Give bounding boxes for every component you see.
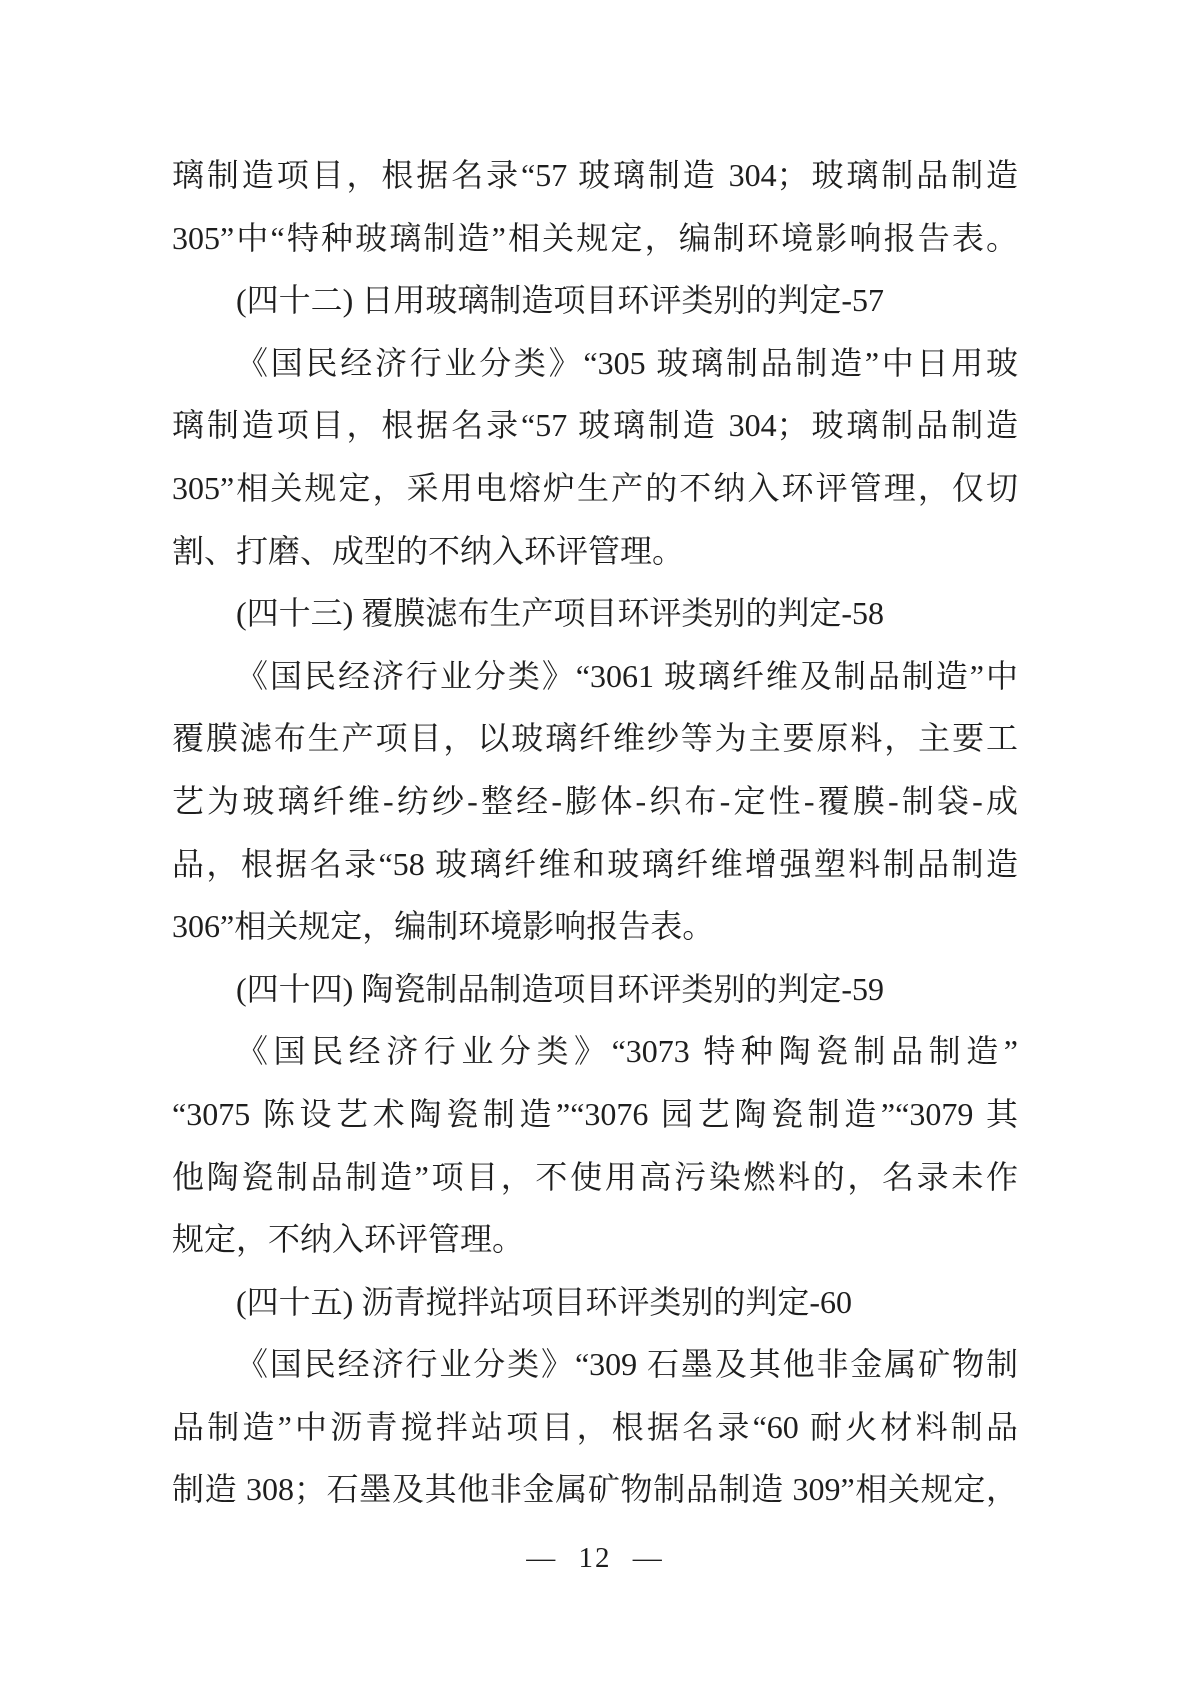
text-line: 305”相关规定，采用电熔炉生产的不纳入环评管理，仅切 [172, 469, 1018, 506]
text-line: 《国民经济行业分类》“309 石墨及其他非金属矿物制 [236, 1346, 1018, 1383]
text-line: 他陶瓷制品制造”项目，不使用高污染燃料的，名录未作 [172, 1158, 1018, 1195]
section-heading: (四十三) 覆膜滤布生产项目环评类别的判定-58 [236, 595, 884, 632]
text-line: 品，根据名录“58 玻璃纤维和玻璃纤维增强塑料制品制造 [172, 845, 1018, 882]
text-line: 305”中“特种玻璃制造”相关规定，编制环境影响报告表。 [172, 219, 1018, 256]
text-line: 璃制造项目，根据名录“57 玻璃制造 304；玻璃制品制造 [172, 157, 1018, 193]
text-line: 《国民经济行业分类》“305 玻璃制品制造”中日用玻 [236, 344, 1018, 381]
section-heading: (四十五) 沥青搅拌站项目环评类别的判定-60 [236, 1283, 852, 1320]
text-line: 306”相关规定，编制环境影响报告表。 [172, 908, 715, 945]
section-heading: (四十二) 日用玻璃制造项目环评类别的判定-57 [236, 282, 884, 319]
text-line: 品制造”中沥青搅拌站项目，根据名录“60 耐火材料制品 [172, 1408, 1018, 1445]
section-heading: (四十四) 陶瓷制品制造项目环评类别的判定-59 [236, 970, 884, 1007]
text-line: 艺为玻璃纤维-纺纱-整经-膨体-织布-定性-覆膜-制袋-成 [172, 782, 1018, 819]
text-line: 《国民经济行业分类》“3073 特种陶瓷制品制造” [236, 1033, 1018, 1070]
text-block [172, 144, 1018, 1521]
text-line: “3075 陈设艺术陶瓷制造”“3076 园艺陶瓷制造”“3079 其 [172, 1095, 1018, 1132]
text-line: 覆膜滤布生产项目，以玻璃纤维纱等为主要原料，主要工 [172, 720, 1018, 757]
text-line: 制造 308；石墨及其他非金属矿物制品制造 309”相关规定， [172, 1471, 1018, 1508]
page-number: — 12 — [526, 1542, 664, 1574]
text-line: 《国民经济行业分类》“3061 玻璃纤维及制品制造”中 [236, 657, 1018, 694]
text-line: 璃制造项目，根据名录“57 玻璃制造 304；玻璃制品制造 [172, 407, 1018, 444]
text-line: 割、打磨、成型的不纳入环评管理。 [172, 532, 685, 569]
page-footer [0, 1542, 1190, 1575]
text-line: 规定，不纳入环评管理。 [172, 1221, 525, 1258]
